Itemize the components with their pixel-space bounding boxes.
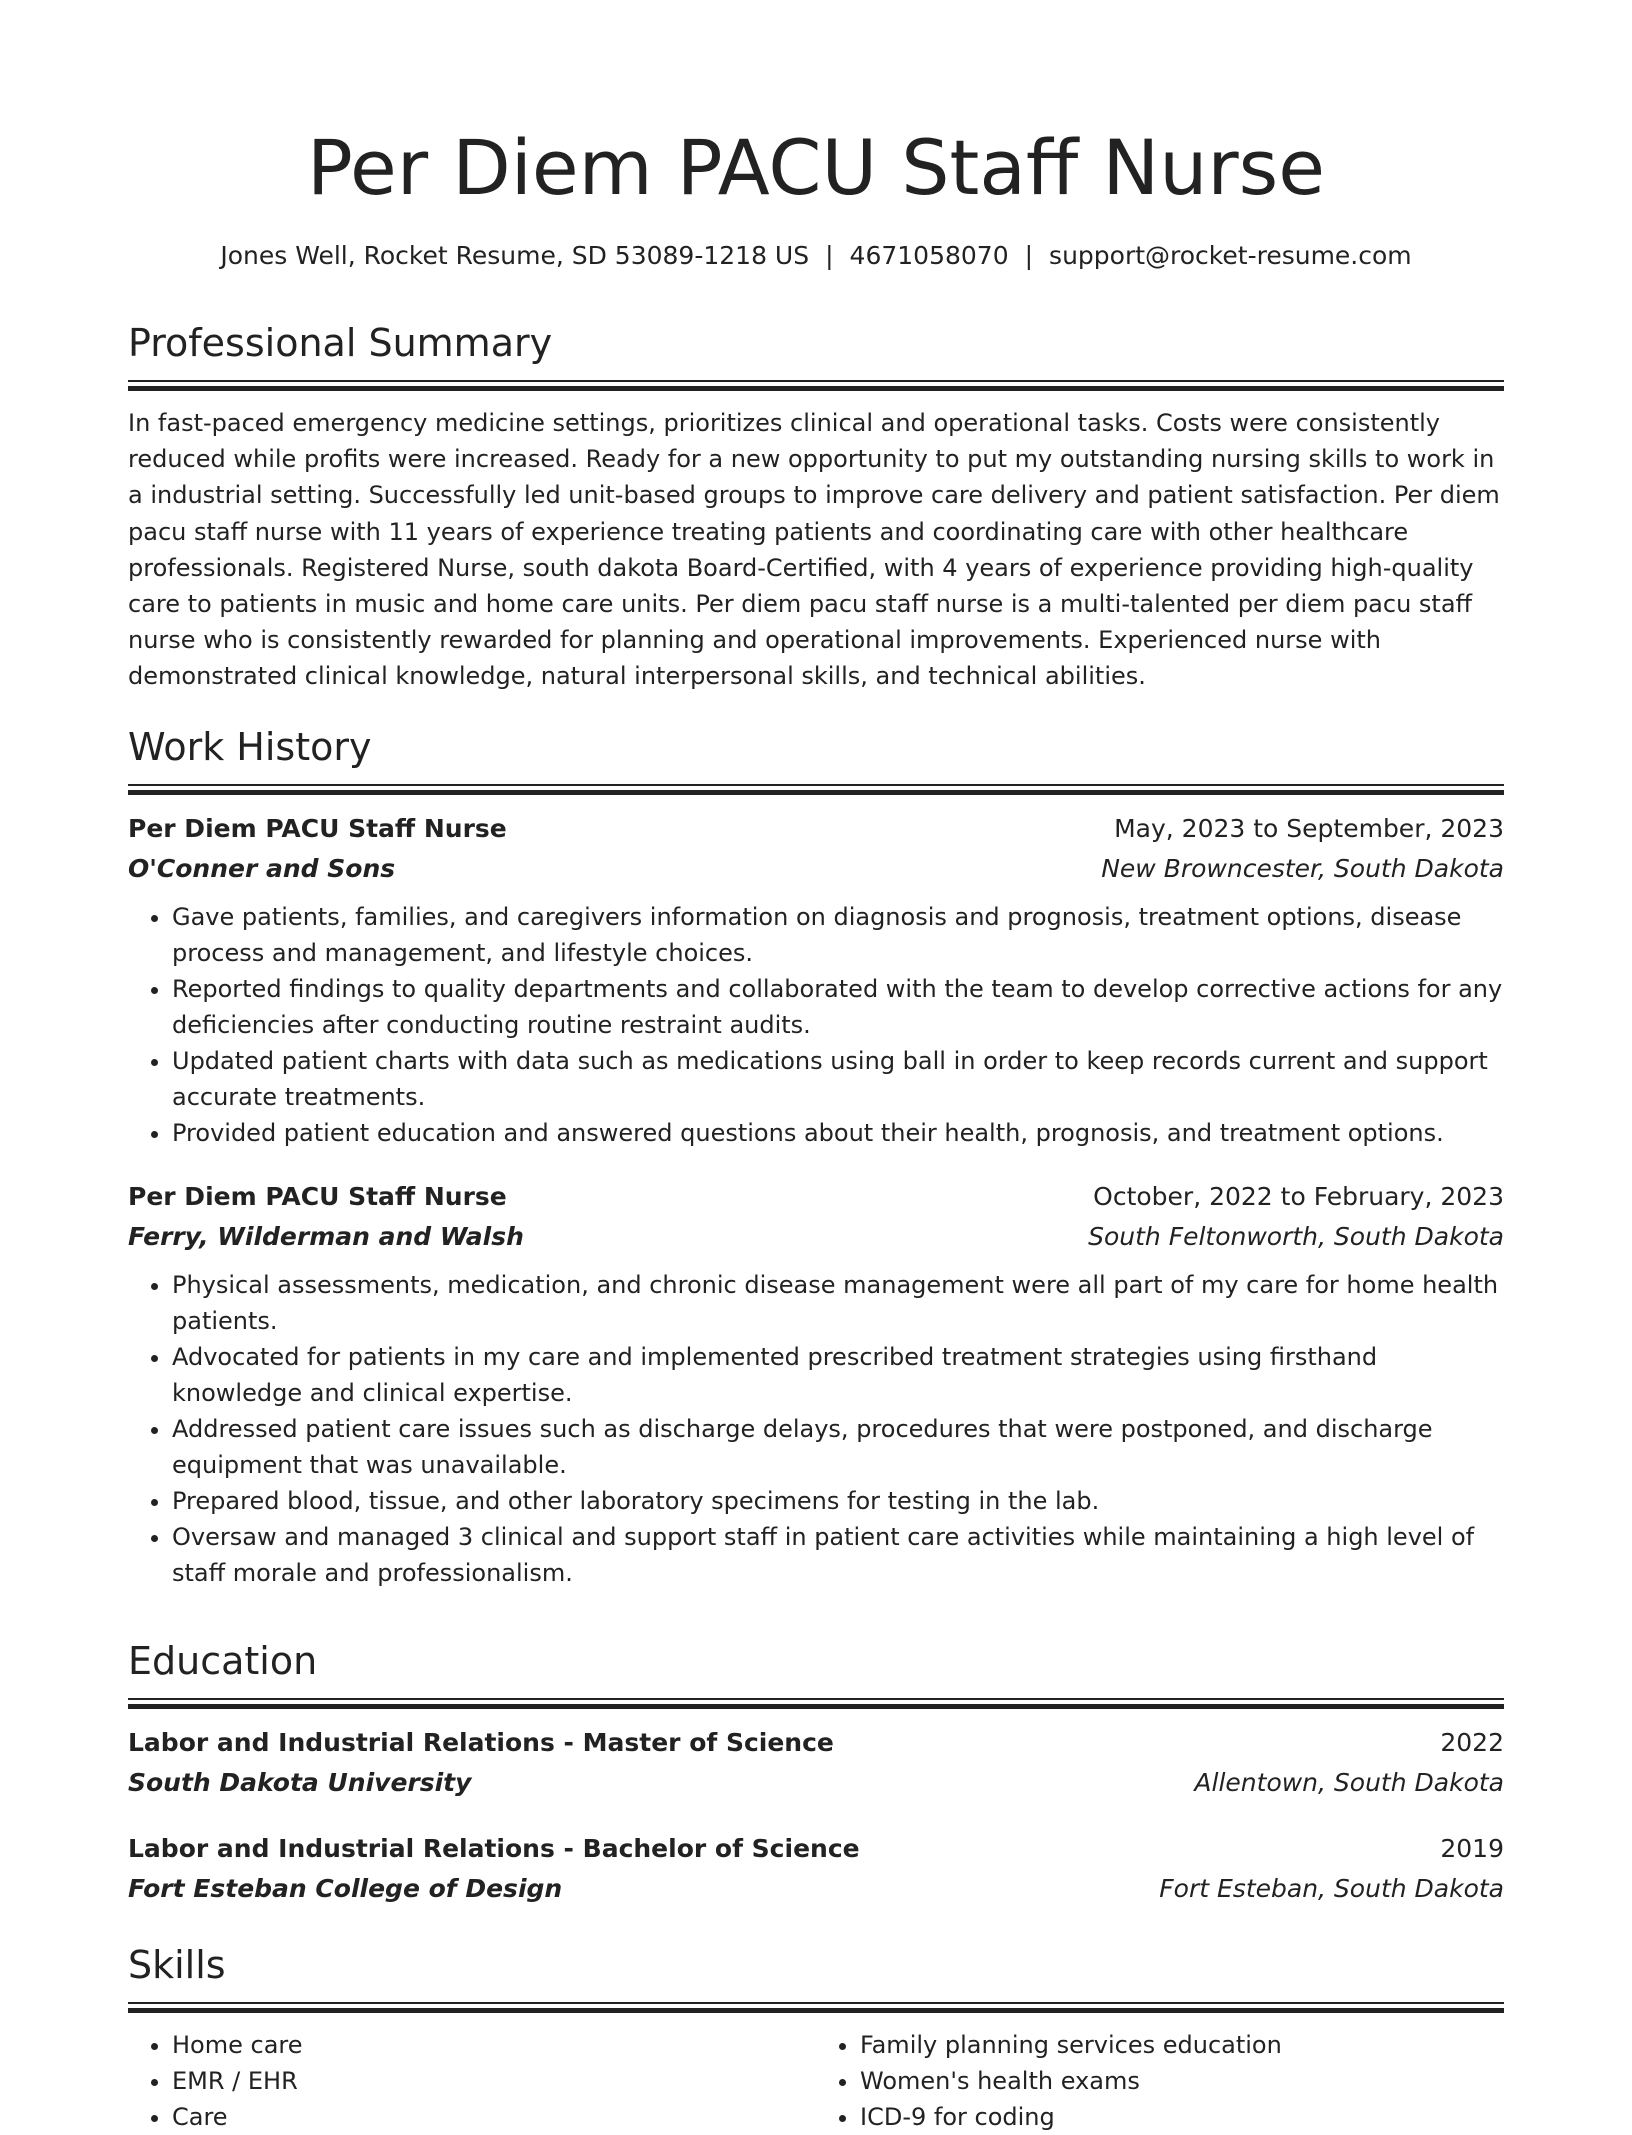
work-history-heading: Work History <box>128 725 372 769</box>
education-school: South Dakota University <box>128 1768 472 1797</box>
job-bullet: • Prepared blood, tissue, and other laboratory specimens for testing in the lab. <box>172 1483 1504 1519</box>
work-history-section <box>128 722 1504 1591</box>
summary-section <box>128 318 1504 695</box>
job-bullets <box>128 899 1504 1151</box>
education-subheader <box>128 1763 1504 1803</box>
job-bullets <box>128 1267 1504 1591</box>
education-header <box>128 1829 1504 1869</box>
job-title: Per Diem PACU Staff Nurse <box>128 814 507 843</box>
contact-separator: | <box>1024 241 1034 270</box>
job-subheader <box>128 1217 1504 1257</box>
job-bullet: • Addressed patient care issues such as discharge delays, procedures that were postponed, and discharge equipment that was unavailable. <box>172 1411 1504 1483</box>
contact-separator: | <box>825 241 834 270</box>
summary-text: In fast-paced emergency medicine settings, prioritizes clinical and operational tasks. Costs were consistently reduced while profits were increased. Ready for a new opportunity to put my outstanding nursing skills to work in a industrial setting. Successfully led unit-based groups to improve care delivery and patient satisfaction. Per diem pacu staff nurse with 11 years of experience treating patients and coordinating care with other healthcare professionals. Registered Nurse, south dakota Board-Certified, with 4 years of experience providing high-quality care to patients in music and home care units. Per diem pacu staff nurse is a multi-talented per diem pacu staff nurse who is consistently rewarded for planning and operational improvements. Experienced nurse with demonstrated clinical knowledge, natural interpersonal skills, and technical abilities. <box>128 409 1500 691</box>
education-header <box>128 1723 1504 1763</box>
contact-email: support@rocket-resume.com <box>1049 241 1412 270</box>
job-bullet: • Advocated for patients in my care and implemented prescribed treatment strategies using firsthand knowledge and clinical expertise. <box>172 1339 1504 1411</box>
education-location: Fort Esteban, South Dakota <box>1159 1874 1504 1903</box>
contact-phone: 4671058070 <box>849 241 1009 270</box>
section-divider <box>128 380 1504 391</box>
job-bullet: • Gave patients, families, and caregivers information on diagnosis and prognosis, treatment options, disease process and management, and lifestyle choices. <box>172 899 1504 971</box>
education-year: 2019 <box>1440 1834 1504 1863</box>
section-divider <box>128 1698 1504 1709</box>
job-dates: May, 2023 to September, 2023 <box>1114 814 1504 843</box>
job-location: New Browncester, South Dakota <box>1101 854 1504 883</box>
skills-section <box>128 1940 1504 2135</box>
skills-list-left <box>128 2027 816 2135</box>
job-location: South Feltonworth, South Dakota <box>1088 1222 1504 1251</box>
education-entry <box>128 1829 1504 1909</box>
job-entry <box>128 809 1504 1151</box>
skills-heading: Skills <box>128 1943 226 1987</box>
job-header <box>128 1177 1504 1217</box>
job-header <box>128 809 1504 849</box>
skill-item: • EMR / EHR <box>172 2063 816 2099</box>
education-year: 2022 <box>1440 1728 1504 1757</box>
section-divider <box>128 2002 1504 2013</box>
section-divider <box>128 784 1504 795</box>
skills-columns <box>128 2027 1504 2135</box>
skill-item: • ICD-9 for coding <box>860 2099 1504 2135</box>
job-entry <box>128 1177 1504 1591</box>
skill-item: • Home care <box>172 2027 816 2063</box>
education-section <box>128 1636 1504 1909</box>
education-degree: Labor and Industrial Relations - Bachelor of Science <box>128 1834 860 1863</box>
contact-address: Jones Well, Rocket Resume, SD 53089-1218 US <box>220 241 810 270</box>
education-heading: Education <box>128 1639 318 1683</box>
job-bullet: • Oversaw and managed 3 clinical and support staff in patient care activities while maintaining a high level of staff morale and professionalism. <box>172 1519 1504 1591</box>
resume-title: Per Diem PACU Staff Nurse <box>306 123 1326 212</box>
job-title: Per Diem PACU Staff Nurse <box>128 1182 507 1211</box>
job-company: O'Conner and Sons <box>128 854 396 883</box>
education-location: Allentown, South Dakota <box>1194 1768 1504 1797</box>
education-entry <box>128 1723 1504 1803</box>
job-bullet: • Reported findings to quality departments and collaborated with the team to develop corrective actions for any deficiencies after conducting routine restraint audits. <box>172 971 1504 1043</box>
job-bullet: • Updated patient charts with data such as medications using ball in order to keep records current and support accurate treatments. <box>172 1043 1504 1115</box>
job-subheader <box>128 849 1504 889</box>
education-subheader <box>128 1869 1504 1909</box>
job-bullet: • Physical assessments, medication, and chronic disease management were all part of my care for home health patients. <box>172 1267 1504 1339</box>
summary-heading: Professional Summary <box>128 321 553 365</box>
skill-item: • Women's health exams <box>860 2063 1504 2099</box>
job-dates: October, 2022 to February, 2023 <box>1093 1182 1504 1211</box>
job-company: Ferry, Wilderman and Walsh <box>128 1222 524 1251</box>
education-school: Fort Esteban College of Design <box>128 1874 563 1903</box>
job-bullet: • Provided patient education and answered questions about their health, prognosis, and treatment options. <box>172 1115 1504 1151</box>
skill-item: • Care <box>172 2099 816 2135</box>
contact-line <box>128 238 1504 274</box>
skill-item: • Family planning services education <box>860 2027 1504 2063</box>
education-degree: Labor and Industrial Relations - Master of Science <box>128 1728 834 1757</box>
skills-list-right <box>816 2027 1504 2135</box>
